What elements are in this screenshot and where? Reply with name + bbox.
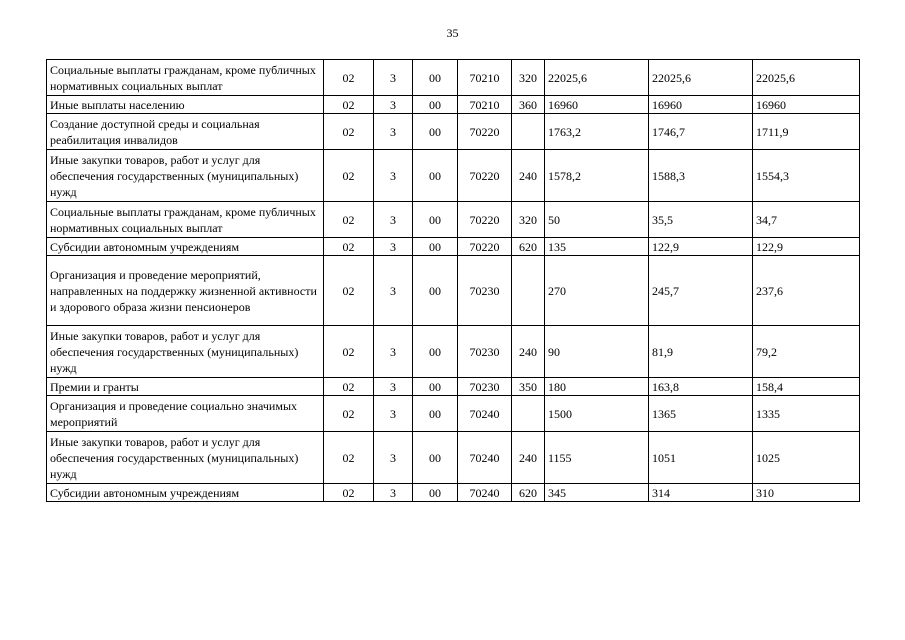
value-year-2: 81,9 — [649, 326, 753, 378]
value-year-2: 1746,7 — [649, 114, 753, 150]
code-subprogram: 00 — [413, 114, 458, 150]
value-year-1: 270 — [545, 256, 649, 326]
code-expense-type: 240 — [512, 326, 545, 378]
table-row — [47, 238, 860, 256]
value-year-2: 1365 — [649, 396, 753, 432]
code-article: 70210 — [458, 60, 512, 96]
code-expense-type: 240 — [512, 432, 545, 484]
row-name: Создание доступной среды и социальная реабилитация инвалидов — [47, 114, 324, 150]
value-year-1: 1578,2 — [545, 150, 649, 202]
code-program: 3 — [374, 238, 413, 256]
value-year-1: 1763,2 — [545, 114, 649, 150]
code-program: 3 — [374, 256, 413, 326]
value-year-2: 314 — [649, 484, 753, 502]
code-section: 02 — [324, 256, 374, 326]
code-section: 02 — [324, 114, 374, 150]
value-year-3: 1711,9 — [753, 114, 860, 150]
value-year-1: 16960 — [545, 96, 649, 114]
row-name: Организация и проведение мероприятий, направленных на поддержку жизненной активности и здорового образа жизни пенсионеров — [47, 256, 324, 326]
code-expense-type: 360 — [512, 96, 545, 114]
code-subprogram: 00 — [413, 238, 458, 256]
code-subprogram: 00 — [413, 484, 458, 502]
code-program: 3 — [374, 96, 413, 114]
value-year-2: 35,5 — [649, 202, 753, 238]
code-program: 3 — [374, 326, 413, 378]
table-row — [47, 484, 860, 502]
code-expense-type: 240 — [512, 150, 545, 202]
value-year-3: 1025 — [753, 432, 860, 484]
code-subprogram: 00 — [413, 96, 458, 114]
value-year-2: 122,9 — [649, 238, 753, 256]
code-article: 70220 — [458, 114, 512, 150]
code-subprogram: 00 — [413, 432, 458, 484]
code-expense-type — [512, 114, 545, 150]
code-subprogram: 00 — [413, 378, 458, 396]
code-expense-type: 620 — [512, 238, 545, 256]
code-section: 02 — [324, 326, 374, 378]
code-section: 02 — [324, 238, 374, 256]
code-section: 02 — [324, 484, 374, 502]
code-article: 70230 — [458, 326, 512, 378]
code-expense-type: 620 — [512, 484, 545, 502]
code-section: 02 — [324, 96, 374, 114]
value-year-1: 1155 — [545, 432, 649, 484]
value-year-2: 245,7 — [649, 256, 753, 326]
code-section: 02 — [324, 60, 374, 96]
code-subprogram: 00 — [413, 202, 458, 238]
code-section: 02 — [324, 202, 374, 238]
row-name: Премии и гранты — [47, 378, 324, 396]
code-subprogram: 00 — [413, 256, 458, 326]
row-name: Социальные выплаты гражданам, кроме публичных нормативных социальных выплат — [47, 60, 324, 96]
code-subprogram: 00 — [413, 326, 458, 378]
code-program: 3 — [374, 202, 413, 238]
value-year-3: 79,2 — [753, 326, 860, 378]
code-expense-type: 350 — [512, 378, 545, 396]
code-expense-type — [512, 396, 545, 432]
code-program: 3 — [374, 396, 413, 432]
value-year-2: 1051 — [649, 432, 753, 484]
value-year-2: 16960 — [649, 96, 753, 114]
value-year-3: 16960 — [753, 96, 860, 114]
code-article: 70240 — [458, 484, 512, 502]
code-subprogram: 00 — [413, 150, 458, 202]
value-year-1: 50 — [545, 202, 649, 238]
table-row — [47, 202, 860, 238]
code-article: 70230 — [458, 256, 512, 326]
code-expense-type — [512, 256, 545, 326]
code-article: 70220 — [458, 202, 512, 238]
code-subprogram: 00 — [413, 60, 458, 96]
code-article: 70230 — [458, 378, 512, 396]
code-program: 3 — [374, 114, 413, 150]
row-name: Иные закупки товаров, работ и услуг для обеспечения государственных (муниципальных) нужд — [47, 150, 324, 202]
code-subprogram: 00 — [413, 396, 458, 432]
row-name: Организация и проведение социально значимых мероприятий — [47, 396, 324, 432]
value-year-3: 1554,3 — [753, 150, 860, 202]
table-row — [47, 432, 860, 484]
value-year-2: 163,8 — [649, 378, 753, 396]
table-row — [47, 96, 860, 114]
value-year-1: 135 — [545, 238, 649, 256]
value-year-3: 122,9 — [753, 238, 860, 256]
value-year-1: 90 — [545, 326, 649, 378]
value-year-3: 237,6 — [753, 256, 860, 326]
code-article: 70240 — [458, 432, 512, 484]
code-expense-type: 320 — [512, 60, 545, 96]
value-year-1: 1500 — [545, 396, 649, 432]
code-program: 3 — [374, 432, 413, 484]
code-program: 3 — [374, 484, 413, 502]
value-year-3: 158,4 — [753, 378, 860, 396]
code-article: 70220 — [458, 238, 512, 256]
table-row — [47, 114, 860, 150]
table-body — [47, 60, 860, 502]
value-year-3: 1335 — [753, 396, 860, 432]
page-number: 35 — [446, 26, 459, 40]
value-year-2: 1588,3 — [649, 150, 753, 202]
value-year-1: 180 — [545, 378, 649, 396]
value-year-3: 310 — [753, 484, 860, 502]
code-article: 70220 — [458, 150, 512, 202]
row-name: Субсидии автономным учреждениям — [47, 238, 324, 256]
table-row — [47, 326, 860, 378]
code-section: 02 — [324, 396, 374, 432]
code-program: 3 — [374, 60, 413, 96]
value-year-2: 22025,6 — [649, 60, 753, 96]
code-section: 02 — [324, 378, 374, 396]
value-year-3: 34,7 — [753, 202, 860, 238]
value-year-1: 22025,6 — [545, 60, 649, 96]
code-section: 02 — [324, 150, 374, 202]
code-article: 70210 — [458, 96, 512, 114]
table-row — [47, 150, 860, 202]
value-year-3: 22025,6 — [753, 60, 860, 96]
value-year-1: 345 — [545, 484, 649, 502]
table-row — [47, 256, 860, 326]
row-name: Социальные выплаты гражданам, кроме публичных нормативных социальных выплат — [47, 202, 324, 238]
table-row — [47, 60, 860, 96]
code-article: 70240 — [458, 396, 512, 432]
code-program: 3 — [374, 150, 413, 202]
code-program: 3 — [374, 378, 413, 396]
table-row — [47, 396, 860, 432]
row-name: Иные закупки товаров, работ и услуг для обеспечения государственных (муниципальных) нужд — [47, 326, 324, 378]
code-section: 02 — [324, 432, 374, 484]
budget-table — [46, 59, 860, 502]
code-expense-type: 320 — [512, 202, 545, 238]
row-name: Иные закупки товаров, работ и услуг для обеспечения государственных (муниципальных) нужд — [47, 432, 324, 484]
row-name: Субсидии автономным учреждениям — [47, 484, 324, 502]
table-row — [47, 378, 860, 396]
row-name: Иные выплаты населению — [47, 96, 324, 114]
